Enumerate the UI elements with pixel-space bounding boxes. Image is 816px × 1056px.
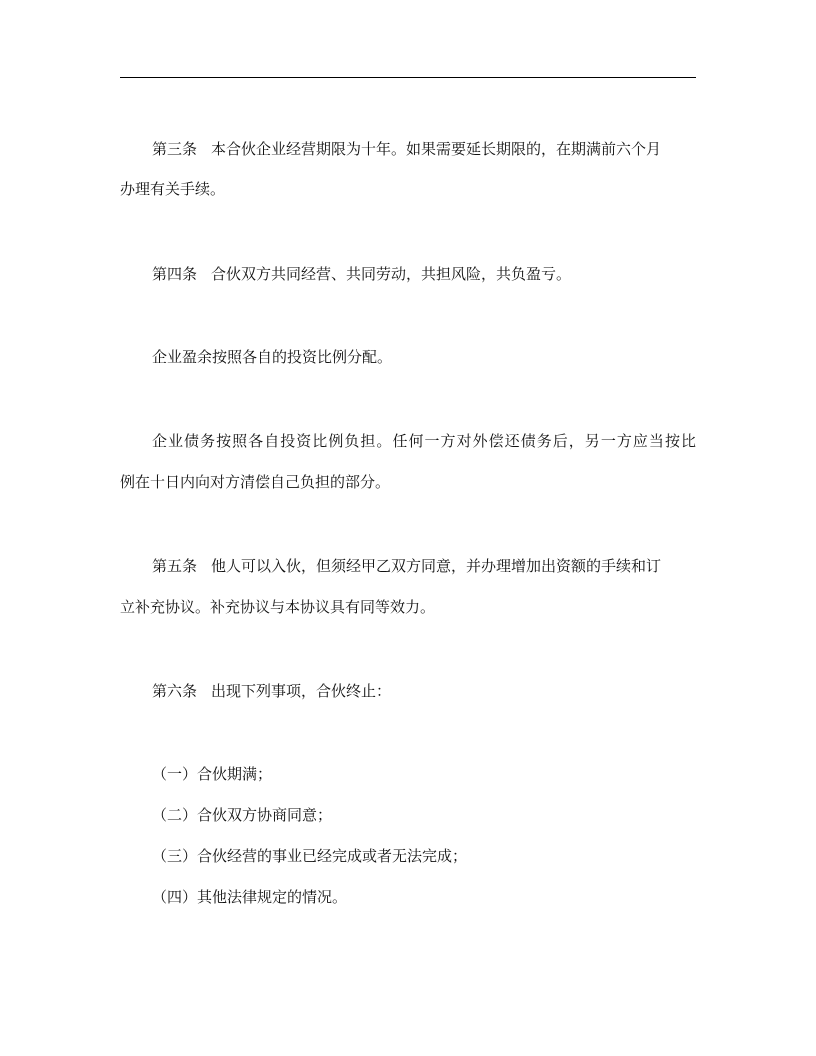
article-6-item-3: （三）合伙经营的事业已经完成或者无法完成； bbox=[152, 847, 468, 865]
article-3-label: 第三条 bbox=[152, 140, 198, 158]
article-5-label: 第五条 bbox=[152, 557, 198, 575]
article-5-text: 他人可以入伙，但须经甲乙双方同意，并办理增加出资额的手续和订 bbox=[211, 557, 662, 575]
article-4-paragraph-3-line-2: 例在十日内向对方清偿自己负担的部分。 bbox=[120, 473, 391, 491]
article-4-paragraph-2: 企业盈余按照各自的投资比例分配。 bbox=[152, 348, 393, 366]
article-6-text: 出现下列事项，合伙终止： bbox=[211, 682, 392, 700]
article-6-item-2: （二）合伙双方协商同意； bbox=[152, 806, 333, 824]
article-4-label: 第四条 bbox=[152, 265, 198, 283]
article-6-item-4: （四）其他法律规定的情况。 bbox=[152, 888, 348, 906]
article-4-text: 合伙双方共同经营、共同劳动，共担风险，共负盈亏。 bbox=[211, 265, 572, 283]
article-4-line bbox=[152, 264, 728, 284]
header-rule bbox=[120, 77, 696, 78]
article-5-line-2: 立补充协议。补充协议与本协议具有同等效力。 bbox=[120, 598, 436, 616]
article-6-item-1: （一）合伙期满； bbox=[152, 765, 273, 783]
article-6-label: 第六条 bbox=[152, 682, 198, 700]
article-5-line-1 bbox=[152, 556, 696, 576]
article-6-line bbox=[152, 681, 728, 701]
article-4-paragraph-3-line-1: 企业债务按照各自投资比例负担。任何一方对外偿还债务后，另一方应当按比 bbox=[152, 432, 696, 450]
article-3-line-2: 办理有关手续。 bbox=[120, 180, 226, 198]
article-3-line-1 bbox=[152, 139, 696, 159]
article-3-text: 本合伙企业经营期限为十年。如果需要延长期限的，在期满前六个月 bbox=[211, 140, 662, 158]
